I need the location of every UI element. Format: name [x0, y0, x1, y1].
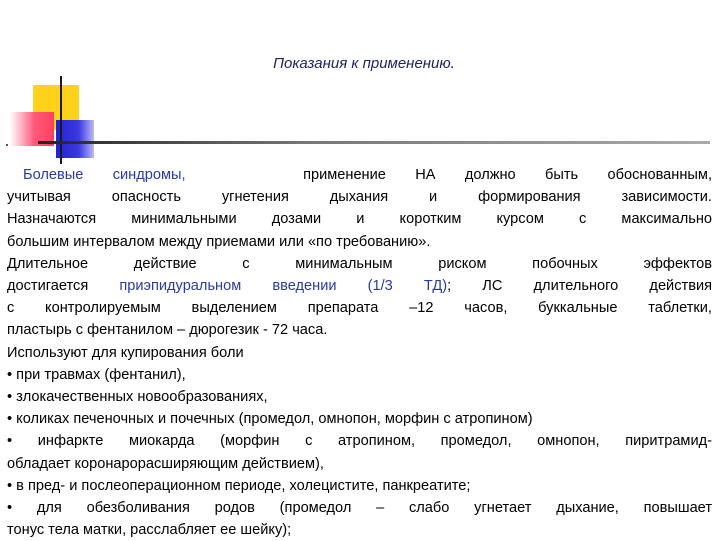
list-item: • при травмах (фентанил), — [7, 366, 186, 383]
para2-line2-b: ; ЛС длительного действия — [447, 278, 712, 295]
slide-body — [7, 164, 712, 541]
list-item: • инфаркте миокарда (морфин с атропином, промедол, омнопон, пиритрамид- — [7, 433, 712, 450]
para2-line3: с контролируемым выделением препарата –12 часов, буккальные таблетки, — [7, 300, 712, 317]
decor-dot — [6, 144, 8, 146]
list-item: • в пред- и послеоперационном периоде, холецистите, панкреатите; — [7, 477, 471, 494]
para1-line2: учитывая опасность угнетения дыхания и формирования зависимости. — [7, 189, 712, 206]
para2-line2-a: достигается — [7, 278, 120, 295]
uses-heading: Используют для купирования боли — [7, 344, 244, 361]
para1-line3: Назначаются минимальными дозами и коротким курсом с максимально — [7, 211, 712, 228]
list-item-continuation: обладает коронарорасширяющим действием), — [7, 455, 324, 472]
list-item-continuation: тонус тела матки, расслабляет ее шейку); — [7, 522, 292, 539]
para2-highlight: приэпидуральном введении (1/3 ТД) — [119, 278, 448, 295]
decor-vertical-line — [60, 76, 62, 164]
list-item: • коликах печеночных и почечных (промедол, омнопон, морфин с атропином) — [7, 411, 533, 428]
list-item: • для обезболивания родов (промедол – слабо угнетает дыхание, повышает — [7, 500, 712, 517]
para2-line1: Длительное действие с минимальным риском побочных эффектов — [7, 255, 712, 272]
para1-line4: большим интервалом между приемами или «по требованию». — [7, 233, 431, 250]
para1-lead: Болевые синдромы, — [23, 167, 186, 183]
para1-line1-rest: применение НА должно быть обоснованным, — [303, 167, 712, 183]
decor-horizontal-rule — [38, 141, 710, 144]
para1-line1 — [7, 164, 712, 186]
slide-title-text: Показания к применению — [273, 55, 451, 72]
para2-line4: пластырь с фентанилом – дюрогезик - 72 часа. — [7, 322, 328, 339]
para2-line2 — [7, 275, 712, 297]
slide-title — [0, 55, 720, 72]
slide-title-period: . — [450, 55, 455, 72]
list-item: • злокачественных новообразованиях, — [7, 389, 268, 406]
